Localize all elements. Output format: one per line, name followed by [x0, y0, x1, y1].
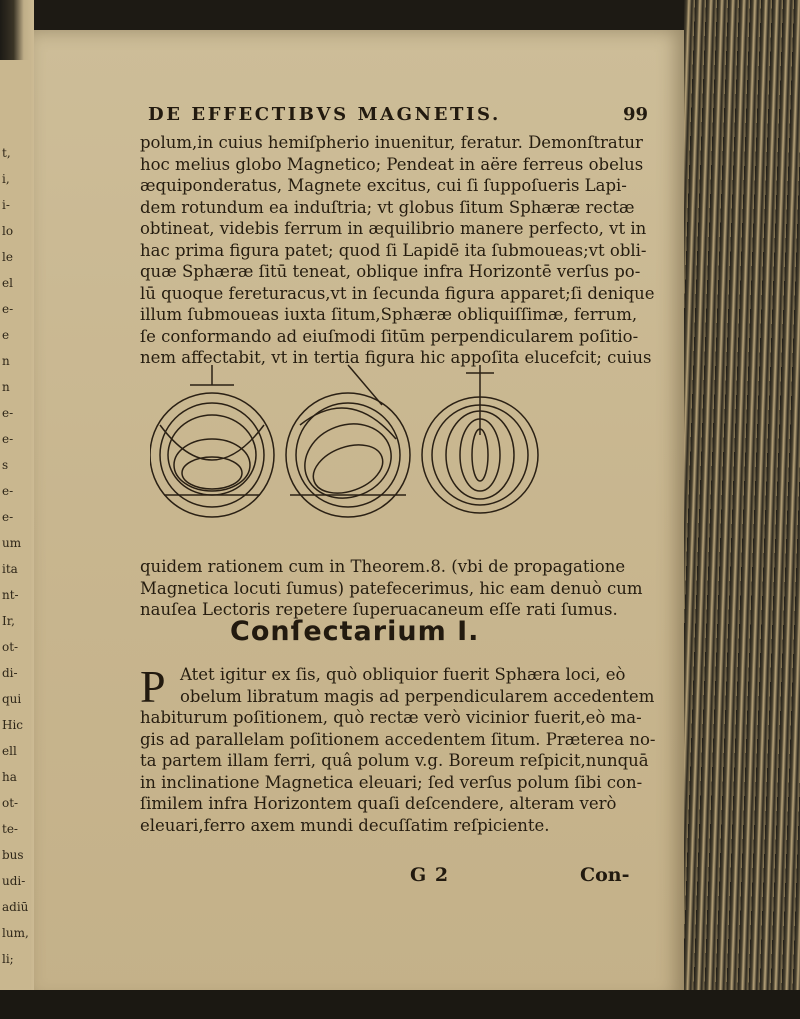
text-line: æquiponderatus, Magnete excitus, cui ſi ſuppoſueris Lapi- — [140, 176, 627, 195]
text-line: obtineat, videbis ferrum in æquilibrio manere perfecto, vt in — [140, 219, 647, 238]
text-line: quidem rationem cum in Theorem.8. (vbi de propagatione — [140, 557, 626, 576]
previous-page-fragment: e- — [2, 484, 14, 498]
catchword: Con- — [580, 864, 630, 886]
previous-page-fragment: lo — [2, 224, 14, 238]
previous-page-fragment: nt- — [2, 588, 19, 602]
text-line: ſe conformando ad eiuſmodi ſitūm perpendicularem poſitio- — [140, 326, 639, 346]
previous-page-fragment: le — [2, 250, 13, 264]
previous-page-fragment: adiū — [2, 900, 29, 914]
previous-page-fragment: ell — [2, 744, 17, 758]
previous-page-fragment: ita — [2, 562, 18, 576]
text-line: illum ſubmoueas iuxta ſitum,Sphæræ obliquiſſimæ, ferrum, — [140, 305, 638, 324]
signature-mark: G 2 — [410, 864, 450, 886]
previous-page-fragment: s — [2, 458, 9, 472]
previous-page-edge — [0, 60, 30, 990]
section-title: Conſectarium I. — [230, 616, 480, 647]
previous-page-fragment: qui — [2, 692, 22, 706]
top-shadow — [0, 0, 800, 30]
previous-page-fragment: Ir, — [2, 614, 15, 628]
text-line: dem rotundum ea induſtria; vt globus ſitum Sphæræ rectæ — [140, 197, 635, 217]
previous-page-fragment: ot- — [2, 796, 19, 810]
previous-page-fragment: i- — [2, 198, 10, 212]
previous-page-fragment: um — [2, 536, 22, 550]
previous-page-fragment: udi- — [2, 874, 26, 888]
text-line: hac prima figura patet; quod ſi Lapidē ita ſubmoueas;vt obli- — [140, 240, 647, 260]
spheres-figure — [150, 345, 550, 545]
text-line: habiturum poſitionem, quò rectæ verò vicinior fuerit,eò ma- — [140, 708, 642, 727]
text-line: lū quoque fereturacus,vt in ſecunda figura apparet;ſi denique — [140, 283, 655, 303]
running-header — [148, 104, 648, 125]
text-line: eleuari,ferro axem mundi decuſſatim reſpiciente. — [140, 815, 550, 835]
sphere-right — [150, 365, 274, 517]
drop-cap: P — [140, 661, 166, 712]
paragraph-1 — [140, 132, 660, 369]
text-line: ta partem illam ferri, quâ polum v.g. Boreum reſpicit,nunquā — [140, 751, 649, 770]
text-line: obelum libratum magis ad perpendicularem accedentem — [180, 686, 655, 706]
previous-page-fragment: e- — [2, 510, 14, 524]
previous-page-fragment: di- — [2, 666, 18, 680]
running-head-title: DE EFFECTIBVS MAGNETIS. — [148, 104, 501, 125]
sphere-oblique — [286, 365, 410, 517]
previous-page-fragment: i, — [2, 172, 10, 186]
previous-page-fragment: bus — [2, 848, 24, 862]
previous-page-fragment: el — [2, 276, 13, 290]
previous-page-fragment: t, — [2, 146, 11, 160]
previous-page-fragment: n — [2, 380, 10, 394]
paragraph-2 — [140, 556, 660, 621]
page-number: 99 — [622, 104, 648, 125]
previous-page-fragment: ha — [2, 770, 17, 784]
paragraph-3 — [140, 661, 660, 836]
text-line: in inclinatione Magnetica eleuari; ſed verſus polum ſibi con- — [140, 772, 643, 792]
text-line: hoc melius globo Magnetico; Pendeat in aëre ferreus obelus — [140, 154, 644, 174]
text-line: gis ad parallelam poſitionem accedentem ſitum. Præterea no- — [140, 729, 656, 749]
text-line: ſimilem infra Horizontem quaſi deſcendere, alteram verò — [140, 794, 617, 813]
previous-page-fragment: n — [2, 354, 10, 368]
sphere-obliquest — [422, 365, 538, 513]
text-line: Magnetica locuti ſumus) patefecerimus, hic eam denuò cum — [140, 578, 643, 598]
previous-page-fragment: Hic — [2, 718, 24, 732]
text-line: quæ Sphæræ ſitū teneat, oblique infra Horizontē verſus po- — [140, 262, 641, 281]
text-line: nem affectabit, vt in tertia figura hic appoſita elucefcit; cuius — [140, 348, 652, 367]
previous-page-fragment: ot- — [2, 640, 19, 654]
page-stack-edge — [684, 0, 800, 1019]
text-line: Atet igitur ex ſis, quò obliquior fuerit Sphæra loci, eò — [180, 665, 626, 684]
previous-page-fragment: e — [2, 328, 10, 342]
bottom-shadow — [0, 990, 800, 1019]
text-line: polum,in cuius hemiſpherio inuenitur, feratur. Demonſtratur — [140, 133, 643, 152]
text-line: nauſea Lectoris repetere ſuperuacaneum eſſe rati ſumus. — [140, 600, 618, 619]
previous-page-fragment: e- — [2, 406, 14, 420]
previous-page-fragment: li; — [2, 952, 14, 966]
previous-page-fragment: e- — [2, 302, 14, 316]
previous-page-fragment: lum, — [2, 926, 29, 940]
previous-page-fragment: e- — [2, 432, 14, 446]
previous-page-fragment: te- — [2, 822, 18, 836]
